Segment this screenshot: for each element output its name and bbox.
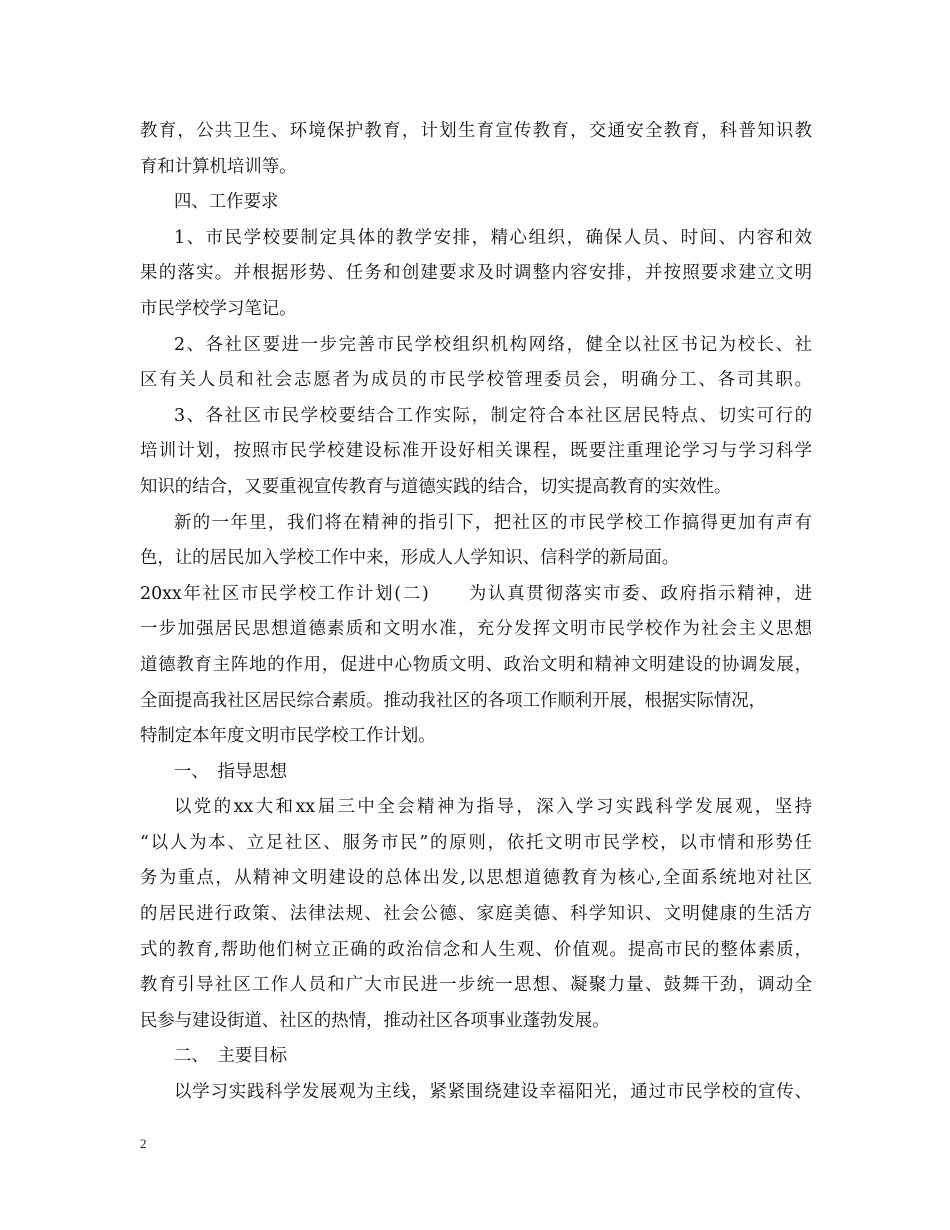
text-line: 20xx年社区市民学校工作计划(二) 为认真贯彻落实市委、政府指示精神，进 — [140, 583, 812, 604]
text-line: 新的一年里，我们将在精神的指引下，把社区的市民学校工作搞得更加有声有 — [174, 512, 812, 533]
text-line: 知识的结合，又要重视宣传教育与道德实践的结合，切实提高教育的实效性。 — [140, 476, 732, 497]
text-line: 一步加强居民思想道德素质和文明水准，充分发挥文明市民学校作为社会主义思想 — [140, 619, 812, 640]
text-line: 培训计划，按照市民学校建设标准开设好相关课程，既要注重理论学习与学习科学 — [140, 441, 812, 462]
text-line: 的居民进行政策、法律法规、社会公德、家庭美德、科学知识、文明健康的生活方 — [140, 904, 812, 925]
text-line: 以党的xx大和xx届三中全会精神为指导，深入学习实践科学发展观，坚持 — [174, 797, 812, 818]
text-line: 教育引导社区工作人员和广大市民进一步统一思想、凝聚力量、鼓舞干劲，调动全 — [140, 975, 812, 996]
text-line: 特制定本年度文明市民学校工作计划。 — [140, 726, 436, 747]
page-number: 2 — [140, 1136, 147, 1151]
text-line: 市民学校学习笔记。 — [140, 298, 297, 319]
text-line: 道德教育主阵地的作用，促进中心物质文明、政治文明和精神文明建设的协调发展， — [140, 654, 812, 675]
text-line: 民参与建设街道、社区的热情，推动社区各项事业蓬勃发展。 — [140, 1010, 610, 1031]
text-line: 务为重点，从精神文明建设的总体出发,以思想道德教育为核心,全面系统地对社区 — [140, 868, 812, 889]
text-line: “以人为本、立足社区、服务市民”的原则，依托文明市民学校，以市情和形势任 — [140, 832, 812, 853]
text-line: 2、各社区要进一步完善市民学校组织机构网络，健全以社区书记为校长、社 — [174, 334, 812, 355]
text-line: 教育，公共卫生、环境保护教育，计划生育宣传教育，交通安全教育，科普知识教 — [140, 121, 812, 141]
document-body — [140, 114, 812, 1111]
text-line: 3、各社区市民学校要结合工作实际，制定符合本社区居民特点、切实可行的 — [174, 405, 812, 426]
text-line: 以学习实践科学发展观为主线，紧紧围绕建设幸福阳光，通过市民学校的宣传、 — [174, 1082, 812, 1103]
text-line: 色，让的居民加入学校工作中来，形成人人学知识、信科学的新局面。 — [140, 548, 680, 569]
text-line: 果的落实。并根据形势、任务和创建要求及时调整内容安排，并按照要求建立文明 — [140, 263, 812, 284]
text-line: 二、 主要目标 — [174, 1046, 288, 1067]
text-line: 四、工作要求 — [174, 192, 279, 213]
text-line: 式的教育,帮助他们树立正确的政治信念和人生观、价值观。提高市民的整体素质， — [140, 939, 812, 960]
text-line: 1、市民学校要制定具体的教学安排，精心组织，确保人员、时间、内容和效 — [174, 227, 812, 248]
text-line: 全面提高我社区居民综合素质。推动我社区的各项工作顺利开展，根据实际情况， — [140, 690, 767, 711]
text-line: 育和计算机培训等。 — [140, 156, 297, 177]
text-line: 一、 指导思想 — [174, 761, 288, 782]
text-line: 区有关人员和社会志愿者为成员的市民学校管理委员会，明确分工、各司其职。 — [140, 370, 812, 391]
